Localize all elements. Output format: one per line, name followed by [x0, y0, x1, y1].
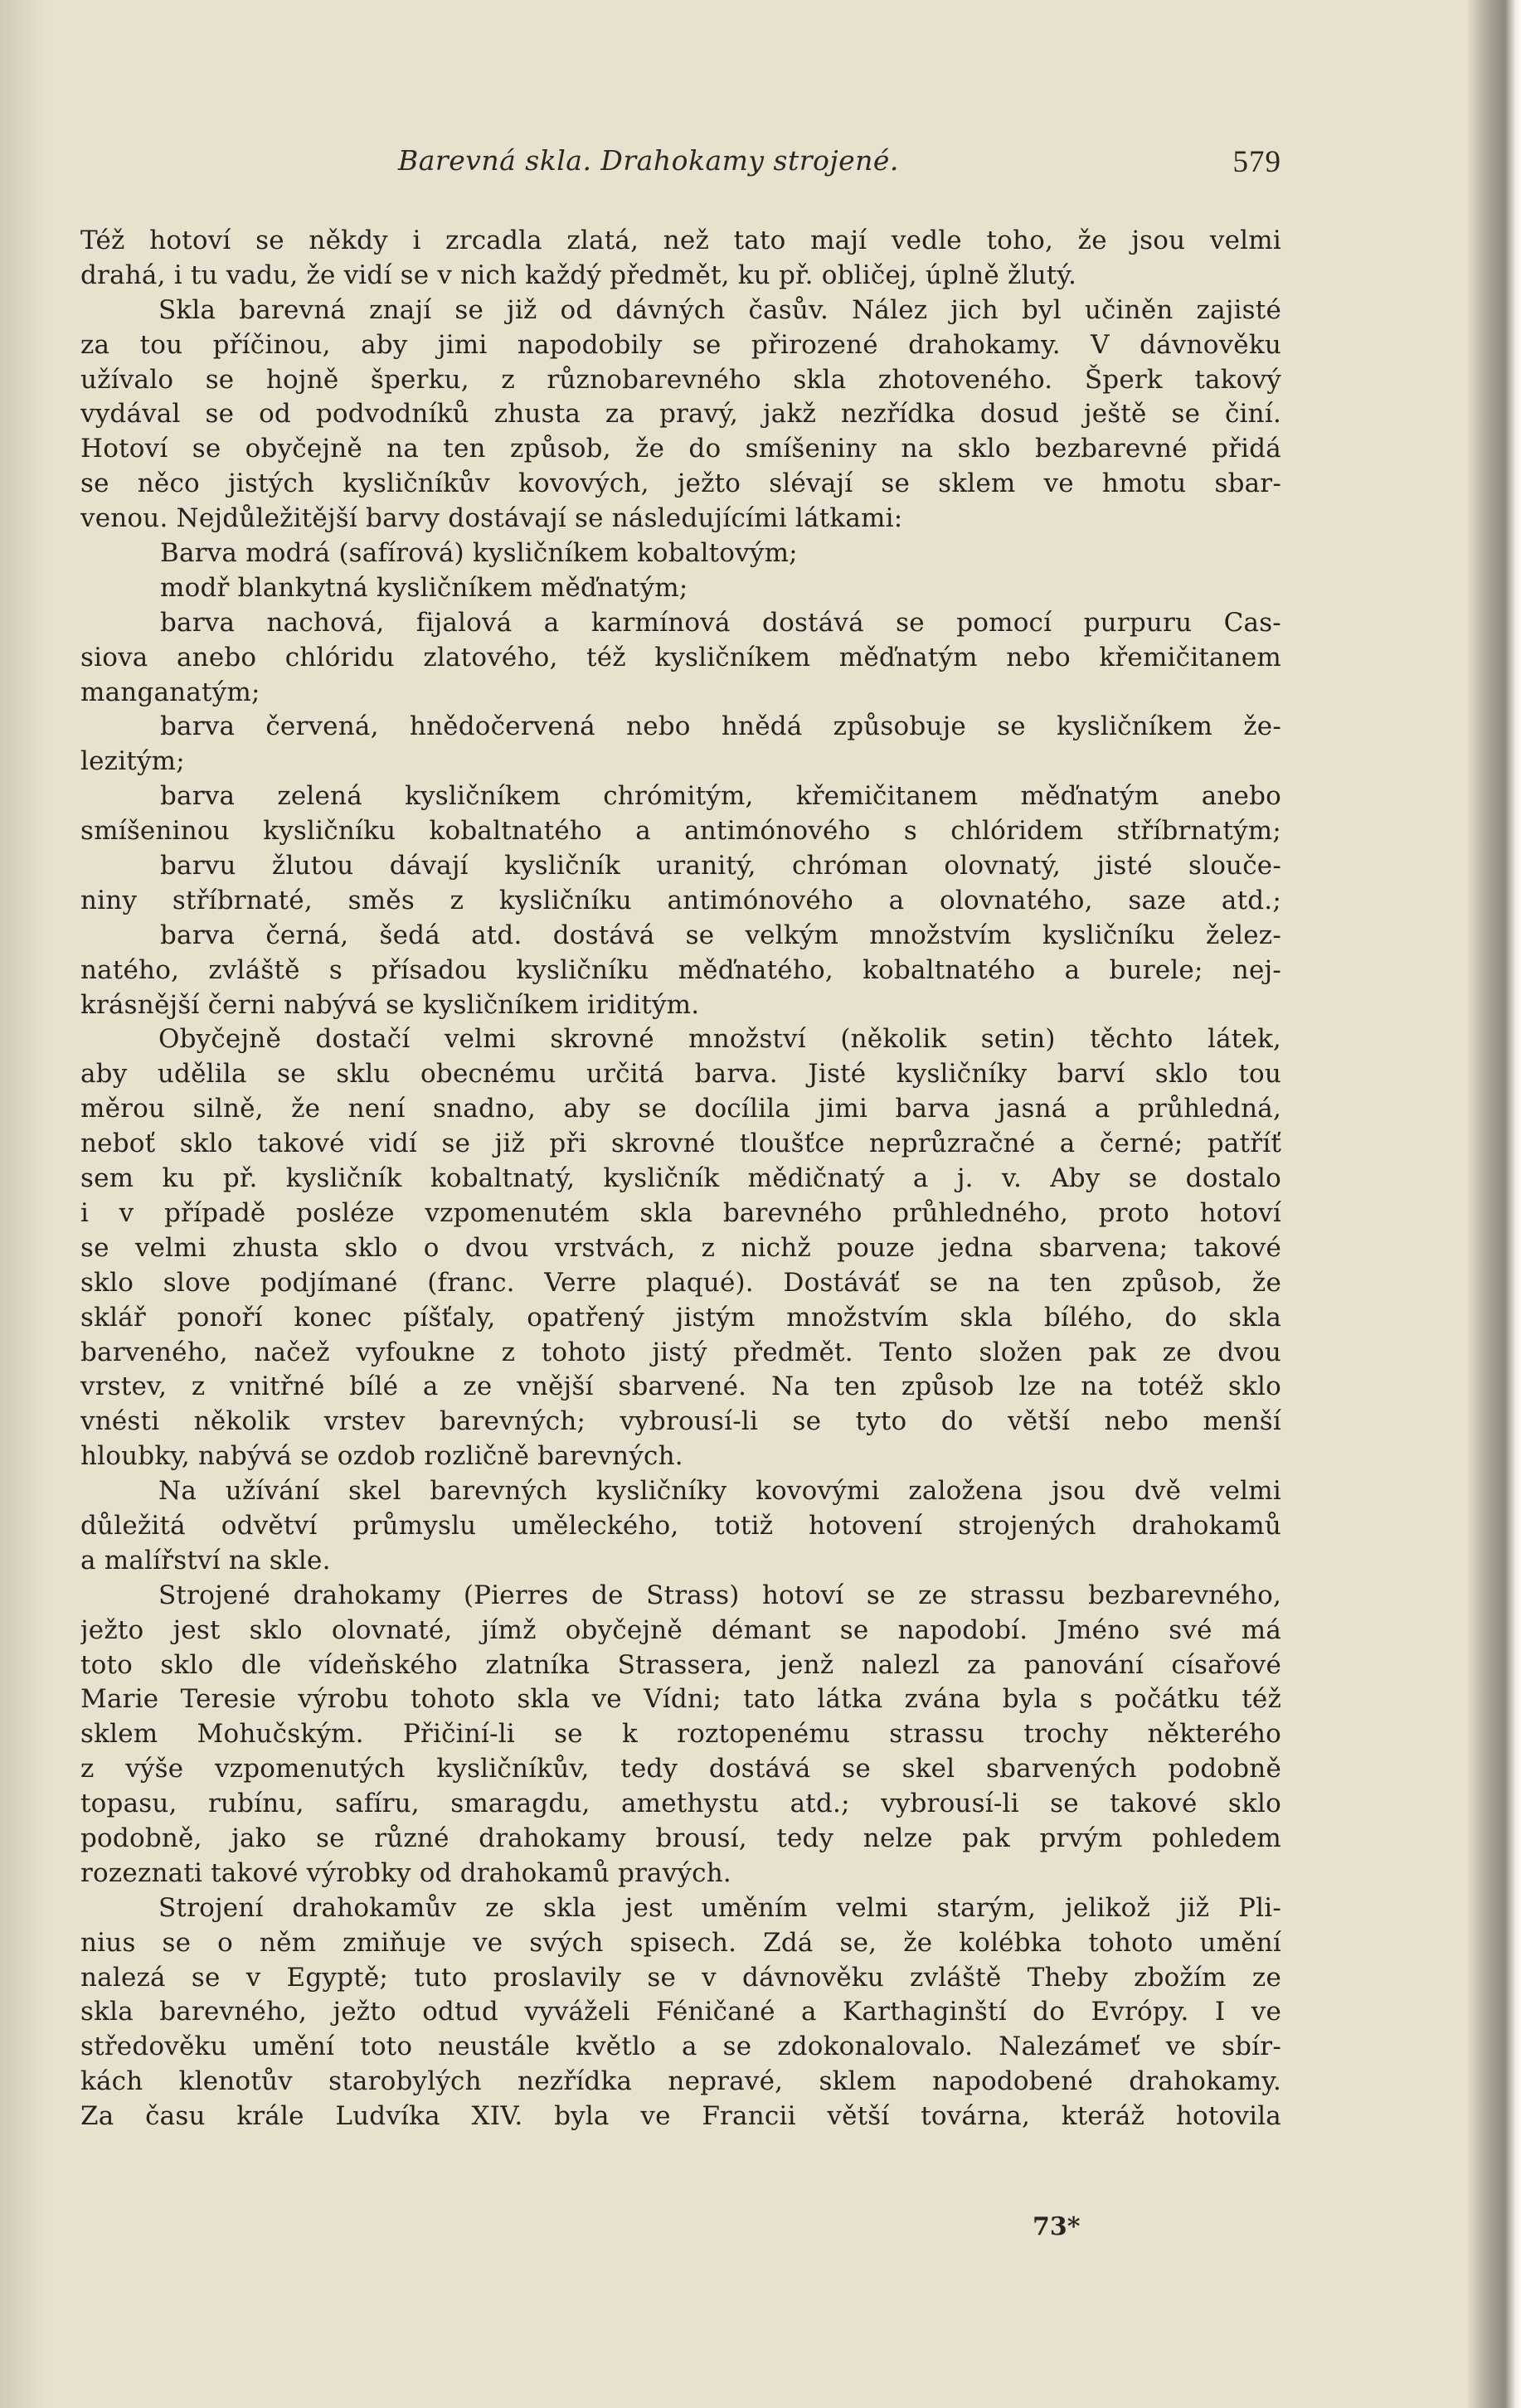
text-line: barva červená, hnědočervená nebo hnědá způsobuje se kysličníkem že-: [160, 711, 1281, 742]
running-head-title: Barevná skla. Drahokamy strojené.: [398, 144, 899, 177]
text-line: manganatým;: [80, 677, 260, 707]
text-line: aby udělila se sklu obecnému určitá barva. Jisté kysličníky barví sklo tou: [80, 1059, 1281, 1090]
text-line: venou. Nejdůležitější barvy dostávají se následujícími látkami:: [80, 503, 903, 534]
text-line: krásnější černi nabývá se kysličníkem iriditým.: [80, 989, 700, 1020]
page-number: 579: [1232, 145, 1281, 179]
signature-mark: 73*: [1033, 2212, 1081, 2241]
text-line: ježto jest sklo olovnaté, jímž obyčejně démant se napodobí. Jméno své má: [80, 1614, 1281, 1645]
text-line: sem ku př. kysličník kobaltnatý, kysličník mědičnatý a j. v. Aby se dostalo: [80, 1163, 1281, 1194]
body-text: [80, 224, 1281, 2134]
text-line: Hotoví se obyčejně na ten způsob, že do smíšeniny na sklo bezbarevné přidá: [80, 434, 1281, 464]
text-line: důležitá odvětví průmyslu uměleckého, totiž hotovení strojených drahokamů: [80, 1510, 1281, 1541]
text-line: za tou příčinou, aby jimi napodobily se přirozené drahokamy. V dávnověku: [80, 329, 1281, 360]
text-line: smíšeninou kysličníku kobaltnatého a antimónového s chlóridem stříbrnatým;: [80, 816, 1281, 847]
text-line: barva nachová, fijalová a karmínová dostává se pomocí purpuru Cas-: [160, 607, 1281, 638]
page-edge: [1468, 0, 1521, 2408]
text-line: Strojené drahokamy (Pierres de Strass) hotoví se ze strassu bezbarevného,: [158, 1580, 1281, 1610]
text-line: barvu žlutou dávají kysličník uranitý, chróman olovnatý, jisté slouče-: [160, 851, 1281, 881]
text-line: siova anebo chlóridu zlatového, též kysličníkem měďnatým nebo křemičitanem: [80, 642, 1281, 672]
text-line: Strojení drahokamův ze skla jest uměním velmi starým, jelikož již Pli-: [158, 1892, 1281, 1923]
text-line: Obyčejně dostačí velmi skrovné množství (několik setin) těchto látek,: [158, 1024, 1281, 1055]
text-line: z výše vzpomenutých kysličníkův, tedy dostává se skel sbarvených podobně: [80, 1754, 1281, 1784]
text-line: barveného, načež vyfoukne z tohoto jistý předmět. Tento složen pak ze dvou: [80, 1337, 1281, 1367]
text-line: toto sklo dle vídeňského zlatníka Strassera, jenž nalezl za panování císařové: [80, 1649, 1281, 1680]
text-line: nalezá se v Egyptě; tuto proslavily se v dávnověku zvláště Theby zbožím ze: [80, 1962, 1281, 1993]
text-line: sklář ponoří konec píšťaly, opatřený jistým množstvím skla bílého, do skla: [80, 1302, 1281, 1333]
text-line: sklem Mohučským. Přičiní-li se k roztopenému strassu trochy některého: [80, 1719, 1281, 1750]
text-line: rozeznati takové výrobky od drahokamů pravých.: [80, 1857, 731, 1888]
text-line: sklo slove podjímané (franc. Verre plaqué). Dostáváť se na ten způsob, že: [80, 1267, 1281, 1298]
text-line: Skla barevná znají se již od dávných časův. Nález jich byl učiněn zajisté: [158, 294, 1281, 325]
text-line: niny stříbrnaté, směs z kysličníku antimónového a olovnatého, saze atd.;: [80, 885, 1281, 915]
text-line: barva černá, šedá atd. dostává se velkým množstvím kysličníku želez-: [160, 920, 1281, 950]
text-line: natého, zvláště s přísadou kysličníku měďnatého, kobaltnatého a burele; nej-: [80, 954, 1281, 985]
text-line: a malířství na skle.: [80, 1545, 331, 1575]
text-line: hloubky, nabývá se ozdob rozličně barevných.: [80, 1441, 683, 1472]
text-line: podobně, jako se různé drahokamy brousí, tedy nelze pak prvým pohledem: [80, 1823, 1281, 1853]
text-line: neboť sklo takové vidí se již při skrovné tloušťce neprůzračné a černé; patříť: [80, 1129, 1281, 1159]
text-line: Barva modrá (safírová) kysličníkem kobaltovým;: [160, 538, 798, 569]
text-line: barva zelená kysličníkem chrómitým, křemičitanem měďnatým anebo: [160, 781, 1281, 812]
text-line: Na užívání skel barevných kysličníky kovovými založena jsou dvě velmi: [158, 1476, 1281, 1507]
text-line: vydával se od podvodníků zhusta za pravý, jakž nezřídka dosud ještě se činí.: [80, 399, 1281, 430]
text-line: Marie Teresie výrobu tohoto skla ve Vídni; tato látka zvána byla s počátku též: [80, 1684, 1281, 1715]
text-line: topasu, rubínu, safíru, smaragdu, amethystu atd.; vybrousí-li se takové sklo: [80, 1789, 1281, 1819]
text-line: se něco jistých kysličníkův kovových, ježto slévají se sklem ve hmotu sbar-: [80, 468, 1281, 499]
text-line: drahá, i tu vadu, že vidí se v nich každý předmět, ku př. obličej, úplně žlutý.: [80, 260, 1077, 290]
text-line: i v případě posléze vzpomenutém skla barevného průhledného, proto hotoví: [80, 1197, 1281, 1228]
running-head: [79, 139, 1281, 186]
text-line: lezitým;: [80, 746, 185, 777]
text-line: Za času krále Ludvíka XIV. byla ve Francii větší továrna, kteráž hotovila: [80, 2101, 1281, 2132]
text-line: měrou silně, že není snadno, aby se docílila jimi barva jasná a průhledná,: [80, 1094, 1281, 1124]
text-line: se velmi zhusta sklo o dvou vrstvách, z nichž pouze jedna sbarvena; takové: [80, 1232, 1281, 1263]
text-line: nius se o něm zmiňuje ve svých spisech. Zdá se, že kolébka tohoto umění: [80, 1927, 1281, 1958]
text-line: vnésti několik vrstev barevných; vybrousí-li se tyto do větší nebo menší: [80, 1406, 1281, 1437]
text-line: středověku umění toto neustále květlo a se zdokonalovalo. Nalezámeť ve sbír-: [80, 2032, 1281, 2062]
text-line: užívalo se hojně šperku, z různobarevného skla zhotoveného. Šperk takový: [80, 364, 1281, 395]
text-line: Též hotoví se někdy i zrcadla zlatá, než tato mají vedle toho, že jsou velmi: [80, 226, 1281, 255]
text-line: modř blankytná kysličníkem měďnatým;: [160, 572, 688, 603]
text-line: skla barevného, ježto odtud vyváželi Féničané a Karthaginští do Evrópy. I ve: [80, 1997, 1281, 2027]
text-line: kách klenotův starobylých nezřídka nepravé, sklem napodobené drahokamy.: [80, 2066, 1281, 2097]
text-line: vrstev, z vnitřné bílé a ze vnější sbarvené. Na ten způsob lze na totéž sklo: [80, 1371, 1281, 1402]
